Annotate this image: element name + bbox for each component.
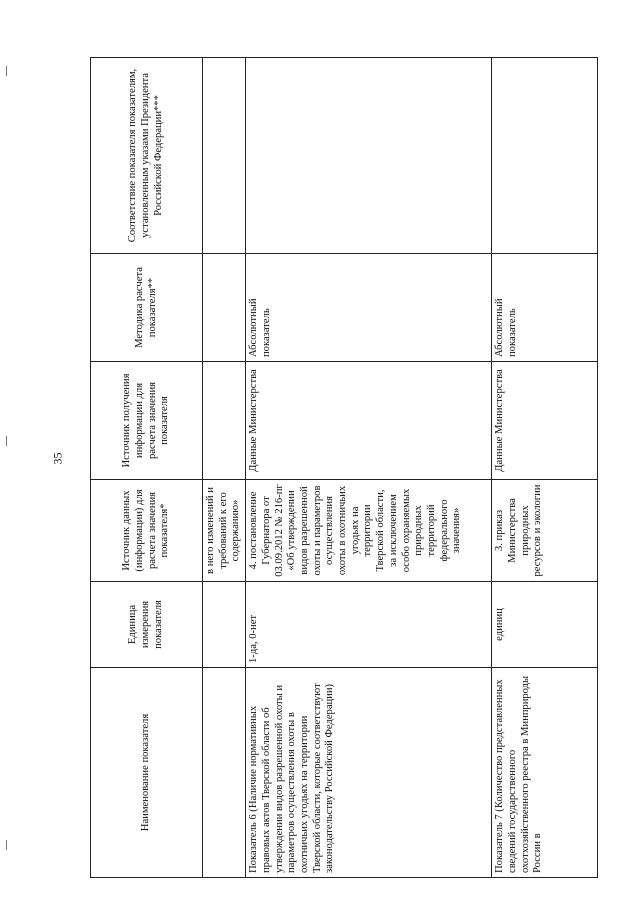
table-cell <box>246 58 492 254</box>
header-cell: Источник данных (информации) для расчета значения показателя* <box>91 480 203 582</box>
table-cell <box>203 668 246 878</box>
table-cell <box>203 254 246 362</box>
table-cell <box>203 582 246 668</box>
header-cell: Соответствие показателя показателям, установленным указами Президента Российской Федерации*** <box>91 58 203 254</box>
table-cell: в него изменений и требований к его содержанию» <box>203 480 246 582</box>
table-cell <box>492 58 598 254</box>
table-cell: Показатель 6 (Наличие нормативных правовых актов Тверской области об утверждении видов разрешенной охоты и параметров осуществления охоты в охотничьих угодьях на территории Тверской области, которые соответствуют законодательству Российской Федерации) <box>246 668 492 878</box>
header-cell: Наименование показателя <box>91 668 203 878</box>
table-cell: 3. приказ Министерства природных ресурсов и экологии <box>492 480 598 582</box>
page-number: 35 <box>50 452 65 465</box>
rotated-page <box>90 58 587 878</box>
table-cell <box>203 362 246 480</box>
continuation-row <box>203 58 246 878</box>
table-row <box>246 58 492 878</box>
header-cell: Источник получения информации для расчета значения показателя <box>91 362 203 480</box>
table-cell: Абсолютный показатель <box>492 254 598 362</box>
header-cell: Единица измерения показателя <box>91 582 203 668</box>
table-cell: единиц <box>492 582 598 668</box>
indicators-table <box>90 57 598 878</box>
header-row <box>91 58 203 878</box>
table-cell <box>203 58 246 254</box>
header-cell: Методика расчета показателя** <box>91 254 203 362</box>
table-cell: 1-да, 0-нет <box>246 582 492 668</box>
table-cell: 4. постановление Губернатора от 03.09.2012 № 216-пг «Об утверждении видов разрешенной охоты и параметров осуществления охоты в охотничьих угодьях на территории Тверской области, за исключением особо охраняемых природных территорий федерального значения» <box>246 480 492 582</box>
scan-mark <box>6 66 7 76</box>
table-cell: Данные Министерства <box>246 362 492 480</box>
scan-mark <box>6 436 7 446</box>
scan-mark <box>6 840 7 850</box>
table-cell: Абсолютный показатель <box>246 254 492 362</box>
table-row <box>492 58 598 878</box>
table-cell: Показатель 7 (Количество представленных сведений государственного охотхозяйственного реестра в Минприроды России в <box>492 668 598 878</box>
table-cell: Данные Министерства <box>492 362 598 480</box>
